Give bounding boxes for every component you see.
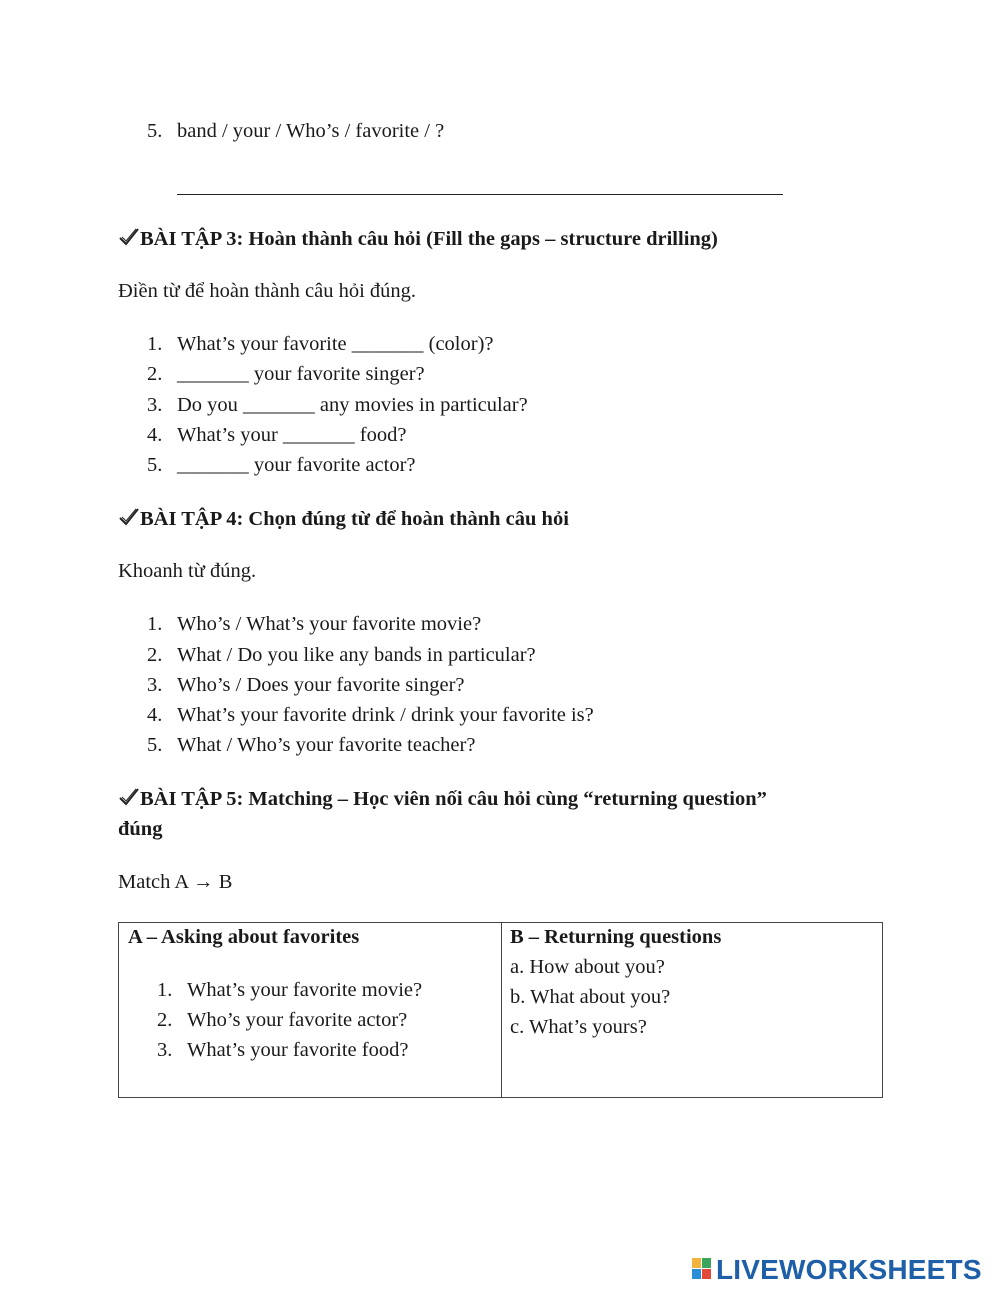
list-item: What / Do you like any bands in particular?: [177, 644, 536, 666]
list-item: What’s your favorite drink / drink your favorite is?: [177, 704, 594, 726]
list-number: 4.: [147, 704, 163, 726]
returning-question: a. How about you?: [510, 956, 665, 978]
list-number: 2.: [147, 644, 163, 666]
list-number: 1.: [157, 979, 173, 1001]
exercise-3-instruction: Điền từ để hoàn thành câu hỏi đúng.: [118, 280, 417, 302]
checkmark-icon: [118, 227, 140, 247]
list-item: Who’s / What’s your favorite movie?: [177, 613, 482, 635]
list-item: What / Who’s your favorite teacher?: [177, 734, 476, 756]
list-number: 1.: [147, 333, 163, 355]
column-b: [502, 923, 883, 1098]
exercise-4-instruction: Khoanh từ đúng.: [118, 560, 257, 582]
list-item: What’s your favorite movie?: [187, 979, 423, 1001]
list-number: 5.: [147, 454, 163, 476]
list-number: 4.: [147, 424, 163, 446]
list-item: What’s your favorite food?: [187, 1039, 409, 1061]
checkmark-icon: [118, 507, 140, 527]
exercise-4-title: BÀI TẬP 4: Chọn đúng từ để hoàn thành câu hỏi: [140, 508, 569, 530]
list-number: 3.: [147, 394, 163, 416]
list-number: 3.: [157, 1039, 173, 1061]
list-item: _______ your favorite singer?: [177, 363, 425, 385]
list-number: 3.: [147, 674, 163, 696]
returning-question: b. What about you?: [510, 986, 671, 1008]
logo-mark-icon: [692, 1258, 712, 1280]
list-item: _______ your favorite actor?: [177, 454, 416, 476]
list-number: 2.: [157, 1009, 173, 1031]
returning-question: c. What’s yours?: [510, 1016, 647, 1038]
list-item: Do you _______ any movies in particular?: [177, 394, 528, 416]
list-number: 1.: [147, 613, 163, 635]
column-b-header: B – Returning questions: [510, 926, 722, 948]
list-item: Who’s your favorite actor?: [187, 1009, 408, 1031]
exercise-4-heading: [118, 507, 569, 531]
exercise-3-title: BÀI TẬP 3: Hoàn thành câu hỏi (Fill the gaps – structure drilling): [140, 228, 718, 250]
column-a-header: A – Asking about favorites: [128, 926, 360, 948]
checkmark-icon: [118, 787, 140, 807]
matching-table: [118, 922, 883, 1098]
exercise-5-heading: [118, 787, 767, 811]
list-number: 5.: [147, 734, 163, 756]
exercise-5-instruction: Match A → B: [118, 871, 233, 893]
scramble-item: band / your / Who’s / favorite / ?: [177, 120, 445, 142]
list-item: Who’s / Does your favorite singer?: [177, 674, 465, 696]
list-number: 5.: [147, 120, 163, 142]
exercise-5-title-continued: đúng: [118, 818, 163, 840]
list-number: 2.: [147, 363, 163, 385]
answer-line[interactable]: [177, 194, 783, 195]
logo-text: LIVEWORKSHEETS: [716, 1254, 982, 1285]
list-item: What’s your _______ food?: [177, 424, 407, 446]
exercise-3-heading: [118, 227, 718, 251]
column-a: [119, 923, 502, 1098]
exercise-5-title: BÀI TẬP 5: Matching – Học viên nối câu hỏi cùng “returning question”: [140, 788, 767, 810]
list-item: What’s your favorite _______ (color)?: [177, 333, 494, 355]
